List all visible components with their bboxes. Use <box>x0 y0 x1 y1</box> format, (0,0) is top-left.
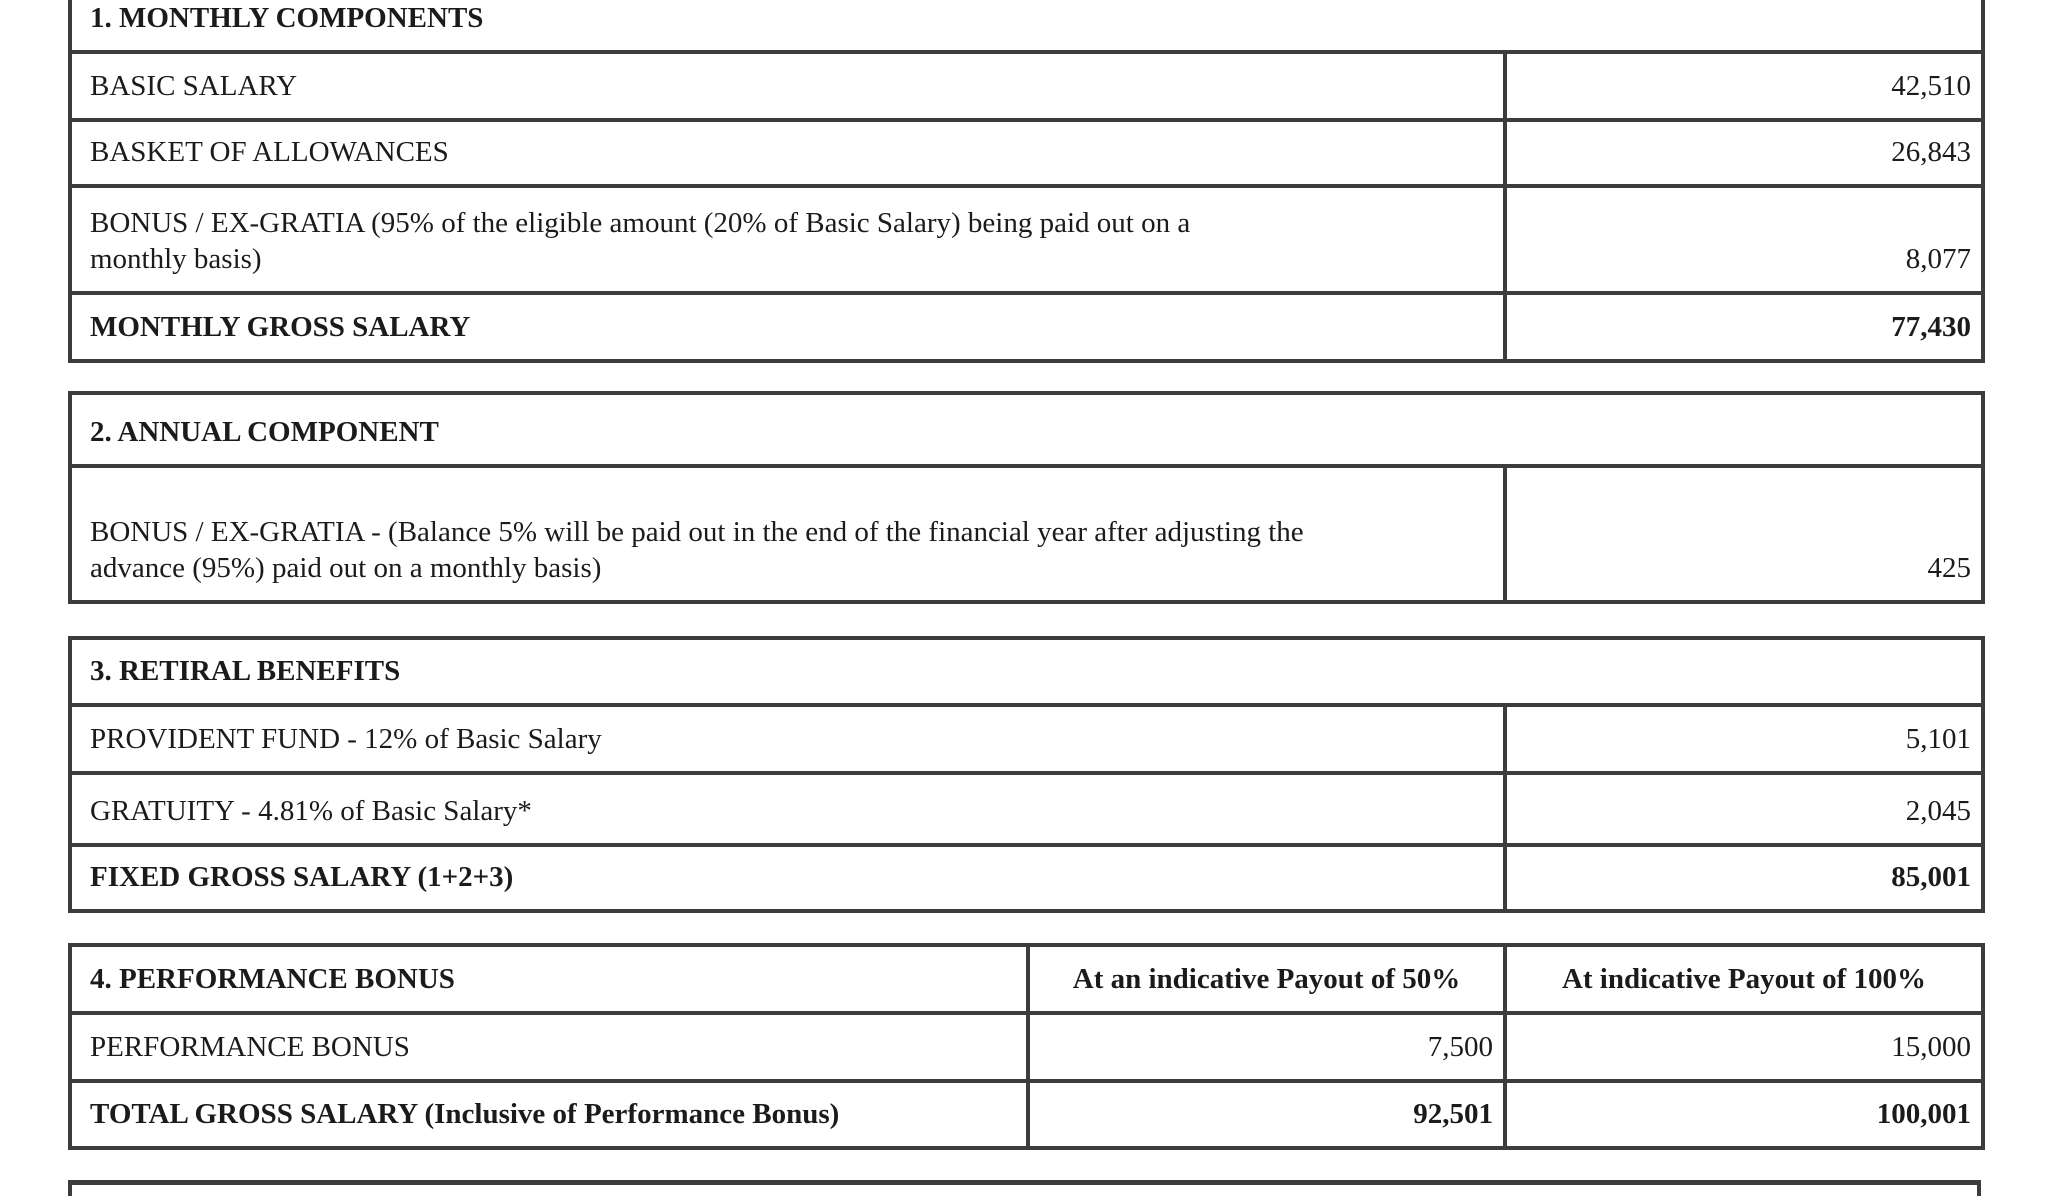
row-value: 2,045 <box>1505 773 1983 845</box>
row-label <box>70 466 1505 602</box>
row-value: 85,001 <box>1505 845 1983 911</box>
table-title: 1. MONTHLY COMPONENTS <box>70 0 1983 52</box>
row-label: BASKET OF ALLOWANCES <box>70 120 1505 186</box>
column-header-100pct: At indicative Payout of 100% <box>1505 945 1983 1013</box>
row-value-50pct: 7,500 <box>1028 1013 1505 1081</box>
row-label-text: BONUS / EX-GRATIA (95% of the eligible amount (20% of Basic Salary) being paid out on a monthly basis) <box>90 207 1191 275</box>
retiral-benefits-table <box>68 636 1985 913</box>
annual-component-table <box>68 391 1985 604</box>
row-label: GRATUITY - 4.81% of Basic Salary* <box>70 773 1505 845</box>
row-value: 425 <box>1505 466 1983 602</box>
performance-bonus-table <box>68 943 1985 1150</box>
table-title: 2. ANNUAL COMPONENT <box>70 393 1983 466</box>
table-title: 4. PERFORMANCE BONUS <box>70 945 1028 1013</box>
row-label: BASIC SALARY <box>70 52 1505 120</box>
monthly-components-table <box>68 0 1985 363</box>
row-label: PERFORMANCE BONUS <box>70 1013 1028 1081</box>
row-value: 26,843 <box>1505 120 1983 186</box>
row-value-100pct: 100,001 <box>1505 1081 1983 1148</box>
next-table-top-border <box>68 1180 1981 1196</box>
row-value: 77,430 <box>1505 293 1983 361</box>
row-label <box>70 186 1505 293</box>
row-label: MONTHLY GROSS SALARY <box>70 293 1505 361</box>
column-header-50pct: At an indicative Payout of 50% <box>1028 945 1505 1013</box>
row-value-50pct: 92,501 <box>1028 1081 1505 1148</box>
row-value: 5,101 <box>1505 705 1983 773</box>
row-value-100pct: 15,000 <box>1505 1013 1983 1081</box>
row-label: TOTAL GROSS SALARY (Inclusive of Performance Bonus) <box>70 1081 1028 1148</box>
row-value: 42,510 <box>1505 52 1983 120</box>
row-value: 8,077 <box>1505 186 1983 293</box>
row-label: FIXED GROSS SALARY (1+2+3) <box>70 845 1505 911</box>
table-title: 3. RETIRAL BENEFITS <box>70 638 1983 705</box>
row-label-text: BONUS / EX-GRATIA - (Balance 5% will be paid out in the end of the financial year after adjusting the advance (95%) paid out on a monthly basis) <box>90 516 1304 584</box>
row-label: PROVIDENT FUND - 12% of Basic Salary <box>70 705 1505 773</box>
